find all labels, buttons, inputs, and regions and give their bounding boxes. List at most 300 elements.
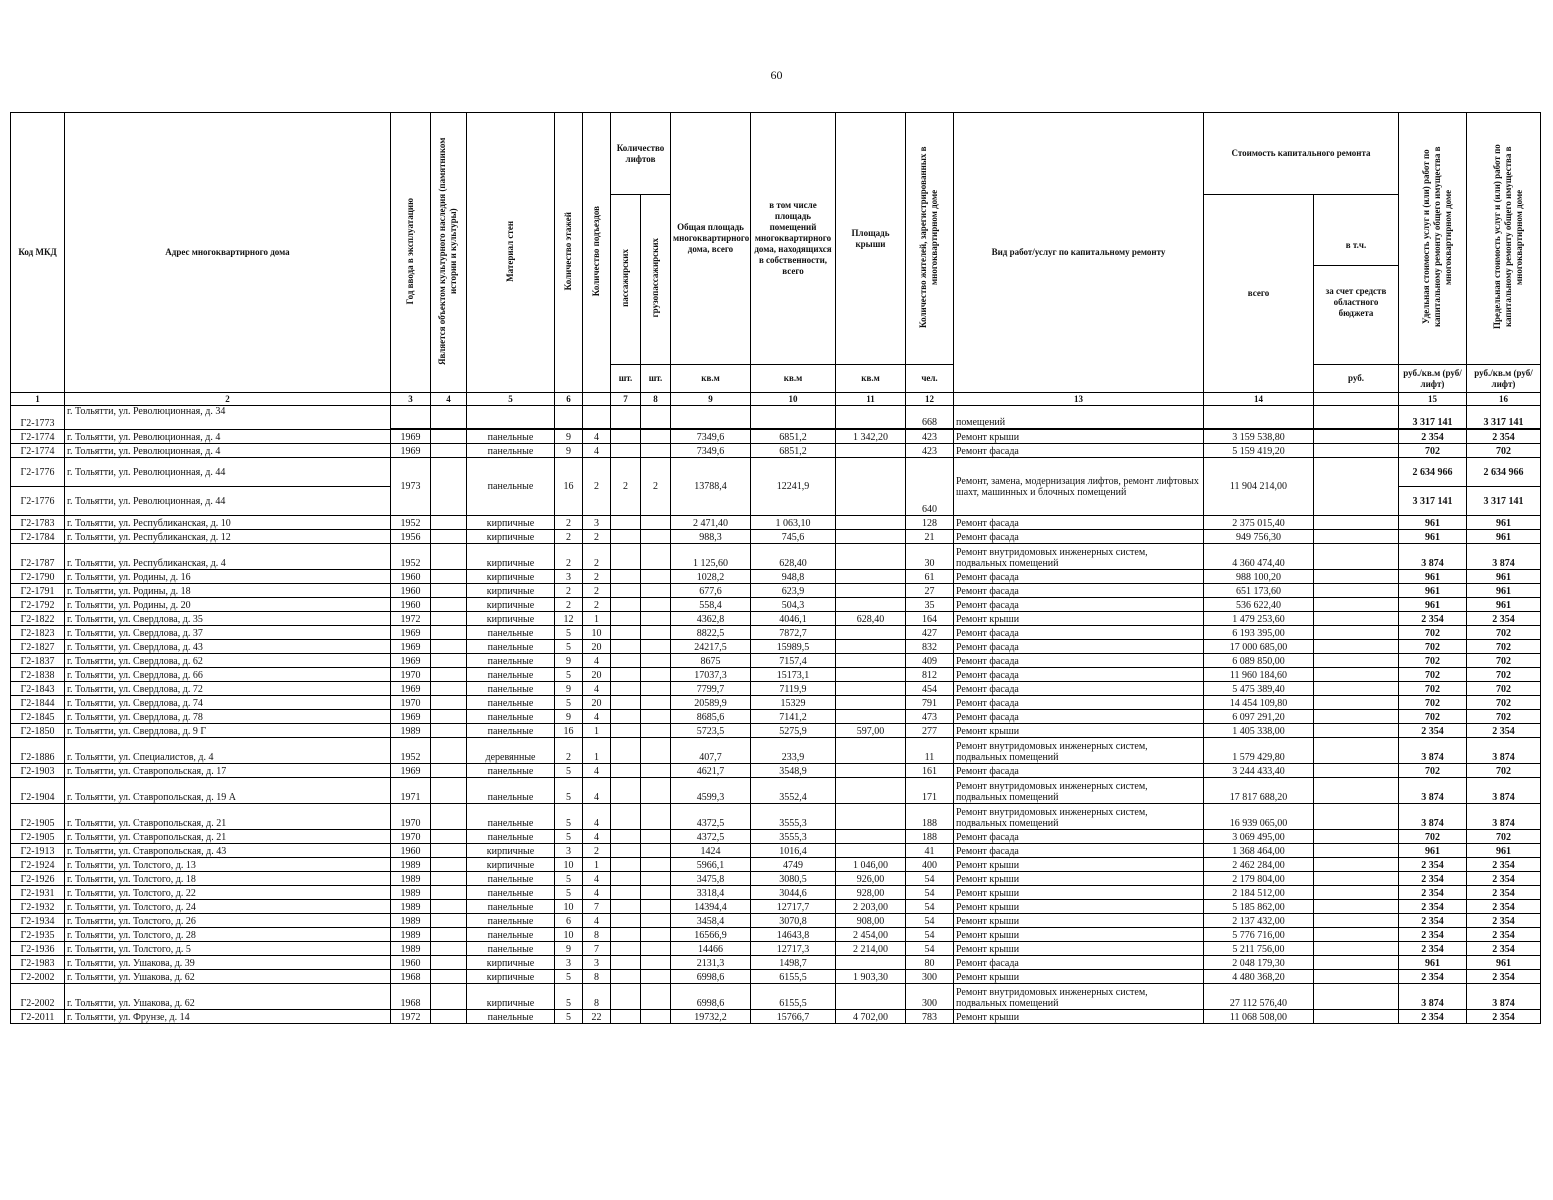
cell-cost-total: 5 185 862,00 xyxy=(1204,900,1314,914)
cell-cost-total: 4 480 368,20 xyxy=(1204,970,1314,984)
cell-heritage xyxy=(431,872,467,886)
cell-floors: 2 xyxy=(555,598,583,612)
cell-wall: кирпичные xyxy=(467,544,555,570)
cell-code: Г2-1837 xyxy=(11,654,65,668)
cell-freight xyxy=(641,886,671,900)
cell-roof-area xyxy=(836,444,906,458)
cell-address: г. Тольятти, ул. Толстого, д. 13 xyxy=(65,858,391,872)
cell-max-cost: 3 317 141 xyxy=(1467,487,1541,516)
column-number: 2 xyxy=(65,393,391,406)
cell-address: г. Тольятти, ул. Толстого, д. 28 xyxy=(65,928,391,942)
cell-wall: панельные xyxy=(467,430,555,444)
cell-area-total: 4599,3 xyxy=(671,778,751,804)
cell-max-cost: 2 354 xyxy=(1467,724,1541,738)
cell-heritage xyxy=(431,598,467,612)
cell-address: г. Тольятти, ул. Ставропольская, д. 21 xyxy=(65,830,391,844)
table-row xyxy=(11,970,1541,984)
cell-work: Ремонт внутридомовых инженерных систем, подвальных помещений xyxy=(954,804,1204,830)
cell-wall: кирпичные xyxy=(467,612,555,626)
cell-code: Г2-1774 xyxy=(11,444,65,458)
cell-residents: 54 xyxy=(906,914,954,928)
cell-work: Ремонт крыши xyxy=(954,858,1204,872)
cell-area-total: 2 471,40 xyxy=(671,516,751,530)
cell-freight xyxy=(641,696,671,710)
cell-cost-total: 651 173,60 xyxy=(1204,584,1314,598)
cell-floors: 5 xyxy=(555,764,583,778)
cell-residents: 640 xyxy=(906,458,954,516)
cell-area-owned: 15766,7 xyxy=(751,1010,836,1024)
cell-residents: 783 xyxy=(906,1010,954,1024)
cell-wall: панельные xyxy=(467,626,555,640)
cell-wall: панельные xyxy=(467,724,555,738)
cell-year: 1989 xyxy=(391,900,431,914)
cell-year: 1989 xyxy=(391,724,431,738)
cell-entrances: 3 xyxy=(583,516,611,530)
header-area-total: Общая площадь многоквартирного дома, всего xyxy=(671,113,751,365)
column-number: 15 xyxy=(1399,393,1467,406)
cell-passenger xyxy=(611,1010,641,1024)
cell-cost-regional xyxy=(1314,598,1399,612)
cell-address: г. Тольятти, ул. Ушакова, д. 62 xyxy=(65,984,391,1010)
unit-sqm: кв.м xyxy=(751,365,836,393)
cell-code: Г2-2011 xyxy=(11,1010,65,1024)
cell-address: г. Тольятти, ул. Ставропольская, д. 21 xyxy=(65,804,391,830)
cell-heritage xyxy=(431,444,467,458)
cell-roof-area xyxy=(836,598,906,612)
cell-cost-regional xyxy=(1314,544,1399,570)
cell-unit-cost: 2 354 xyxy=(1399,430,1467,444)
cell-residents: 161 xyxy=(906,764,954,778)
cell-entrances: 1 xyxy=(583,612,611,626)
cell-freight xyxy=(641,570,671,584)
cell-freight xyxy=(641,830,671,844)
cell-area-owned: 12717,3 xyxy=(751,942,836,956)
cell-floors: 3 xyxy=(555,844,583,858)
cell-unit-cost: 961 xyxy=(1399,530,1467,544)
cell-area-total: 8822,5 xyxy=(671,626,751,640)
cell-area-total: 3475,8 xyxy=(671,872,751,886)
cell-address: г. Тольятти, ул. Ушакова, д. 39 xyxy=(65,956,391,970)
cell-cost-regional xyxy=(1314,942,1399,956)
cell-work: Ремонт фасада xyxy=(954,654,1204,668)
cell-freight xyxy=(641,544,671,570)
cell-entrances: 2 xyxy=(583,458,611,516)
table-row xyxy=(11,654,1541,668)
cell-passenger xyxy=(611,778,641,804)
cell-cost-regional xyxy=(1314,626,1399,640)
cell-code: Г2-1934 xyxy=(11,914,65,928)
cell-cost-regional xyxy=(1314,804,1399,830)
cell-area-owned: 4749 xyxy=(751,858,836,872)
cell-year: 1952 xyxy=(391,738,431,764)
cell-unit-cost: 2 354 xyxy=(1399,928,1467,942)
cell-passenger xyxy=(611,830,641,844)
cell-area-owned: 745,6 xyxy=(751,530,836,544)
cell-roof-area: 1 046,00 xyxy=(836,858,906,872)
cell-roof-area xyxy=(836,984,906,1010)
cell-work: Ремонт фасада xyxy=(954,668,1204,682)
cell-residents: 61 xyxy=(906,570,954,584)
cell-cost-regional xyxy=(1314,530,1399,544)
cell-passenger xyxy=(611,914,641,928)
cell-area-total: 19732,2 xyxy=(671,1010,751,1024)
cell-residents: 21 xyxy=(906,530,954,544)
cell-floors: 5 xyxy=(555,830,583,844)
header-residents: Количество жителей, зарегистрированных в многоквартирном доме xyxy=(917,146,939,328)
cell-freight xyxy=(641,970,671,984)
header-address: Адрес многоквартирного дома xyxy=(65,113,391,393)
cell-cost-total: 1 368 464,00 xyxy=(1204,844,1314,858)
cell-wall: панельные xyxy=(467,682,555,696)
cell-area-total: 2131,3 xyxy=(671,956,751,970)
table-row xyxy=(11,778,1541,804)
cell-area-total: 4621,7 xyxy=(671,764,751,778)
cell-entrances: 7 xyxy=(583,942,611,956)
cell-cost-total: 5 475 389,40 xyxy=(1204,682,1314,696)
cell-cost-regional xyxy=(1314,830,1399,844)
cell-wall: панельные xyxy=(467,458,555,516)
table-row xyxy=(11,640,1541,654)
cell-unit-cost: 961 xyxy=(1399,844,1467,858)
cell-area-total: 14394,4 xyxy=(671,900,751,914)
cell-year: 1989 xyxy=(391,928,431,942)
cell-code: Г2-1935 xyxy=(11,928,65,942)
cell-floors: 5 xyxy=(555,886,583,900)
cell-floors: 5 xyxy=(555,1010,583,1024)
cell-cost-regional xyxy=(1314,872,1399,886)
cell-roof-area xyxy=(836,778,906,804)
cell-passenger xyxy=(611,668,641,682)
cell-address: г. Тольятти, ул. Свердлова, д. 37 xyxy=(65,626,391,640)
cell-entrances: 3 xyxy=(583,956,611,970)
cell-unit-cost: 961 xyxy=(1399,516,1467,530)
cell-max-cost: 2 354 xyxy=(1467,858,1541,872)
header-year: Год ввода в эксплуатацию xyxy=(405,197,415,305)
cell-unit-cost: 702 xyxy=(1399,444,1467,458)
cell-work: Ремонт фасада xyxy=(954,626,1204,640)
cell-year: 1952 xyxy=(391,516,431,530)
cell-passenger xyxy=(611,444,641,458)
cell-residents: 427 xyxy=(906,626,954,640)
cell-freight xyxy=(641,942,671,956)
cell-area-owned: 1016,4 xyxy=(751,844,836,858)
column-number: 5 xyxy=(467,393,555,406)
cell-freight xyxy=(641,778,671,804)
cell-freight xyxy=(641,1010,671,1024)
table-row xyxy=(11,764,1541,778)
unit-pcs: шт. xyxy=(641,365,671,393)
cell-max-cost: 2 354 xyxy=(1467,942,1541,956)
cell-area-total: 4372,5 xyxy=(671,830,751,844)
cell-unit-cost: 3 317 141 xyxy=(1399,406,1467,429)
cell-cost-total: 5 211 756,00 xyxy=(1204,942,1314,956)
cell-heritage xyxy=(431,804,467,830)
cell-residents: 27 xyxy=(906,584,954,598)
cell-freight xyxy=(641,710,671,724)
cell-cost-total: 6 089 850,00 xyxy=(1204,654,1314,668)
table-row xyxy=(11,710,1541,724)
cell-cost-total: 1 579 429,80 xyxy=(1204,738,1314,764)
cell-cost-total: 27 112 576,40 xyxy=(1204,984,1314,1010)
column-number: 12 xyxy=(906,393,954,406)
cell-unit-cost: 961 xyxy=(1399,570,1467,584)
cell-address: г. Тольятти, ул. Свердлова, д. 9 Г xyxy=(65,724,391,738)
cell-passenger xyxy=(611,696,641,710)
cell-work: Ремонт крыши xyxy=(954,970,1204,984)
header-roof-area: Площадь крыши xyxy=(836,113,906,365)
cell-year: 1972 xyxy=(391,612,431,626)
cell-area-owned: 504,3 xyxy=(751,598,836,612)
cell-freight xyxy=(641,900,671,914)
cell-entrances: 20 xyxy=(583,668,611,682)
cell-code: Г2-1936 xyxy=(11,942,65,956)
cell-cost-regional xyxy=(1314,430,1399,444)
cell-unit-cost: 702 xyxy=(1399,764,1467,778)
cell-wall: кирпичные xyxy=(467,516,555,530)
cell-address: г. Тольятти, ул. Толстого, д. 26 xyxy=(65,914,391,928)
cell-wall: деревянные xyxy=(467,738,555,764)
cell-area-owned: 6851,2 xyxy=(751,430,836,444)
cell-work: Ремонт крыши xyxy=(954,724,1204,738)
cell-max-cost: 961 xyxy=(1467,598,1541,612)
table-row xyxy=(11,570,1541,584)
cell-code: Г2-1787 xyxy=(11,544,65,570)
cell-work: Ремонт фасада xyxy=(954,530,1204,544)
cell-year: 1960 xyxy=(391,570,431,584)
cell-roof-area: 597,00 xyxy=(836,724,906,738)
cell-unit-cost: 2 354 xyxy=(1399,1010,1467,1024)
cell-work: Ремонт фасада xyxy=(954,682,1204,696)
cell-code: Г2-1774 xyxy=(11,430,65,444)
header-entrances: Количество подъездов xyxy=(591,205,601,297)
cell-roof-area xyxy=(836,764,906,778)
cell-entrances: 4 xyxy=(583,444,611,458)
cell-unit-cost: 2 354 xyxy=(1399,886,1467,900)
cell-unit-cost: 2 354 xyxy=(1399,612,1467,626)
cell-unit-cost: 2 354 xyxy=(1399,942,1467,956)
cell-roof-area: 908,00 xyxy=(836,914,906,928)
cell-year: 1956 xyxy=(391,530,431,544)
cell-cost-total: 1 479 253,60 xyxy=(1204,612,1314,626)
cell-unit-cost: 961 xyxy=(1399,598,1467,612)
column-number: 10 xyxy=(751,393,836,406)
cell-work: Ремонт внутридомовых инженерных систем, подвальных помещений xyxy=(954,544,1204,570)
unit-rub-sqm: руб./кв.м (руб/лифт) xyxy=(1467,365,1541,393)
table-row xyxy=(11,914,1541,928)
cell-residents: 54 xyxy=(906,928,954,942)
cell-address: г. Тольятти, ул. Толстого, д. 5 xyxy=(65,942,391,956)
cell-floors: 5 xyxy=(555,804,583,830)
cell-max-cost: 2 354 xyxy=(1467,900,1541,914)
cell-freight xyxy=(641,984,671,1010)
header-code: Код МКД xyxy=(11,113,65,393)
cell-cost-total: 14 454 109,80 xyxy=(1204,696,1314,710)
cell-area-total: 7349,6 xyxy=(671,430,751,444)
cell-max-cost: 961 xyxy=(1467,844,1541,858)
cell-roof-area xyxy=(836,654,906,668)
cell-address: г. Тольятти, ул. Родины, д. 16 xyxy=(65,570,391,584)
cell-wall: кирпичные xyxy=(467,584,555,598)
cell-unit-cost: 702 xyxy=(1399,668,1467,682)
cell-entrances: 7 xyxy=(583,900,611,914)
cell-heritage xyxy=(431,1010,467,1024)
cell-floors: 16 xyxy=(555,724,583,738)
cell-wall: панельные xyxy=(467,804,555,830)
cell-roof-area: 2 454,00 xyxy=(836,928,906,942)
cell-cost-total: 3 069 495,00 xyxy=(1204,830,1314,844)
cell-passenger xyxy=(611,626,641,640)
header-wall: Материал стен xyxy=(505,220,515,282)
column-numbers-row xyxy=(11,393,1541,406)
cell-code: Г2-1924 xyxy=(11,858,65,872)
table-row xyxy=(11,928,1541,942)
cell-passenger xyxy=(611,872,641,886)
table-row xyxy=(11,406,1541,429)
cell-area-total: 5723,5 xyxy=(671,724,751,738)
cell-wall: панельные xyxy=(467,886,555,900)
cell-unit-cost: 702 xyxy=(1399,626,1467,640)
cell-residents: 164 xyxy=(906,612,954,626)
cell-wall: панельные xyxy=(467,928,555,942)
cell-year: 1970 xyxy=(391,668,431,682)
cell-entrances: 4 xyxy=(583,764,611,778)
cell-year: 1969 xyxy=(391,444,431,458)
cell-cost-regional xyxy=(1314,956,1399,970)
cell-max-cost: 702 xyxy=(1467,444,1541,458)
cell-freight xyxy=(641,956,671,970)
cell-entrances: 20 xyxy=(583,696,611,710)
table-row xyxy=(11,1010,1541,1024)
cell-year: 1969 xyxy=(391,764,431,778)
cell-address: г. Тольятти, ул. Родины, д. 20 xyxy=(65,598,391,612)
cell-entrances: 4 xyxy=(583,654,611,668)
cell-max-cost: 2 354 xyxy=(1467,928,1541,942)
cell-passenger xyxy=(611,928,641,942)
cell-heritage xyxy=(431,668,467,682)
cell-unit-cost: 702 xyxy=(1399,830,1467,844)
cell-wall: панельные xyxy=(467,872,555,886)
cell-passenger xyxy=(611,430,641,444)
cell-cost-total: 3 159 538,80 xyxy=(1204,430,1314,444)
cell-entrances: 4 xyxy=(583,778,611,804)
cell-floors: 2 xyxy=(555,738,583,764)
cell-cost-regional xyxy=(1314,696,1399,710)
cell-address: г. Тольятти, ул. Революционная, д. 4 xyxy=(65,430,391,444)
cell-area-owned: 1 063,10 xyxy=(751,516,836,530)
cell-wall: панельные xyxy=(467,778,555,804)
cell-heritage xyxy=(431,654,467,668)
cell-code: Г2-1905 xyxy=(11,804,65,830)
cell-passenger xyxy=(611,530,641,544)
table-row xyxy=(11,724,1541,738)
cell-floors: 5 xyxy=(555,872,583,886)
cell-work: Ремонт фасада xyxy=(954,570,1204,584)
cell-heritage xyxy=(431,844,467,858)
cell-area-owned: 12717,7 xyxy=(751,900,836,914)
cell-freight xyxy=(641,626,671,640)
cell-wall: панельные xyxy=(467,710,555,724)
cell-residents: 277 xyxy=(906,724,954,738)
cell-max-cost: 3 317 141 xyxy=(1467,406,1541,429)
cell-unit-cost: 2 354 xyxy=(1399,724,1467,738)
cell-entrances: 4 xyxy=(583,830,611,844)
cell-cost-regional xyxy=(1314,1010,1399,1024)
cell-area-owned: 15173,1 xyxy=(751,668,836,682)
cell-cost-regional xyxy=(1314,612,1399,626)
cell-cost-regional xyxy=(1314,764,1399,778)
cell-wall: кирпичные xyxy=(467,956,555,970)
cell-address: г. Тольятти, ул. Толстого, д. 22 xyxy=(65,886,391,900)
cell-address: г. Тольятти, ул. Свердлова, д. 72 xyxy=(65,682,391,696)
cell-heritage xyxy=(431,942,467,956)
table-row xyxy=(11,598,1541,612)
cell-unit-cost: 702 xyxy=(1399,654,1467,668)
cell-code: Г2-1827 xyxy=(11,640,65,654)
cell-cost-total: 2 048 179,30 xyxy=(1204,956,1314,970)
column-number: 1 xyxy=(11,393,65,406)
cell-code: Г2-1783 xyxy=(11,516,65,530)
cell-address: г. Тольятти, ул. Ставропольская, д. 17 xyxy=(65,764,391,778)
cell-max-cost: 2 354 xyxy=(1467,886,1541,900)
cell-code: Г2-1932 xyxy=(11,900,65,914)
cell-area-owned: 628,40 xyxy=(751,544,836,570)
page-number: 60 xyxy=(770,68,783,82)
cell-max-cost: 2 354 xyxy=(1467,612,1541,626)
cell-address: г. Тольятти, ул. Свердлова, д. 62 xyxy=(65,654,391,668)
cell-roof-area: 926,00 xyxy=(836,872,906,886)
cell-cost-total: 3 244 433,40 xyxy=(1204,764,1314,778)
cell-year: 1969 xyxy=(391,430,431,444)
cell-area-total: 7349,6 xyxy=(671,444,751,458)
cell-floors: 12 xyxy=(555,612,583,626)
cell-year: 1969 xyxy=(391,682,431,696)
cell-work: Ремонт крыши xyxy=(954,942,1204,956)
cell-cost-total: 17 000 685,00 xyxy=(1204,640,1314,654)
cell-address: г. Тольятти, ул. Специалистов, д. 4 xyxy=(65,738,391,764)
cell-max-cost: 702 xyxy=(1467,654,1541,668)
cell-area-total: 20589,9 xyxy=(671,696,751,710)
cell-residents: 188 xyxy=(906,830,954,844)
table-row xyxy=(11,584,1541,598)
cell-max-cost: 3 874 xyxy=(1467,544,1541,570)
table-row xyxy=(11,872,1541,886)
cell-area-owned: 3044,6 xyxy=(751,886,836,900)
cell-area-total: 1424 xyxy=(671,844,751,858)
cell-wall: панельные xyxy=(467,696,555,710)
cell-max-cost: 961 xyxy=(1467,516,1541,530)
cell-roof-area xyxy=(836,626,906,640)
cell-cost-regional xyxy=(1314,900,1399,914)
cell-wall: кирпичные xyxy=(467,970,555,984)
cell-unit-cost: 3 874 xyxy=(1399,804,1467,830)
cell-floors: 3 xyxy=(555,570,583,584)
header-work-type: Вид работ/услуг по капитальному ремонту xyxy=(954,113,1204,393)
cell-address: г. Тольятти, ул. Толстого, д. 24 xyxy=(65,900,391,914)
cell-year: 1971 xyxy=(391,778,431,804)
cell-freight xyxy=(641,804,671,830)
cell-cost-regional xyxy=(1314,668,1399,682)
cell-passenger xyxy=(611,654,641,668)
cell-wall: кирпичные xyxy=(467,844,555,858)
cell-floors: 10 xyxy=(555,900,583,914)
column-number xyxy=(1314,393,1399,406)
cell-cost-total: 5 776 716,00 xyxy=(1204,928,1314,942)
cell-area-total: 988,3 xyxy=(671,530,751,544)
cell-area-owned: 1498,7 xyxy=(751,956,836,970)
cell-wall: панельные xyxy=(467,900,555,914)
cell-wall: панельные xyxy=(467,654,555,668)
cell-year: 1970 xyxy=(391,804,431,830)
